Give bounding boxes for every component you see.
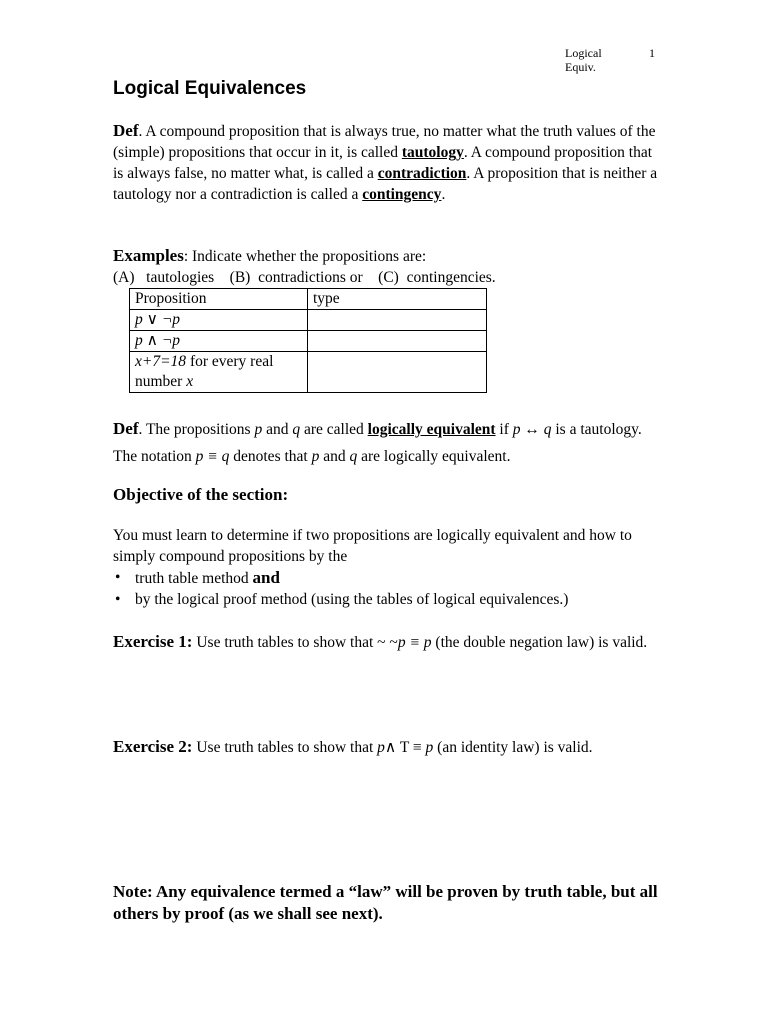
term-tautology: tautology [401,144,464,161]
table-header-type: type [308,289,487,310]
def1-text-3: . A proposition that is neither a tautology nor a contradiction is called a [113,165,658,203]
def1-text-4: . [441,186,446,203]
running-header [565,46,602,74]
running-title-line-1: Logical [565,46,602,60]
def2-text-1: . The propositions [138,421,255,438]
table-header-row [130,289,487,310]
exercise-1-text-2: (the double negation law) is valid. [431,634,648,651]
table-row [130,352,487,393]
def2-label: Def [113,419,139,438]
exercise-2-text-2: (an identity law) is valid. [433,739,593,756]
def2-text-3: are called [300,421,368,438]
objective-intro: You must learn to determine if two propositions are logically equivalent and how to simply compound propositions by the [113,527,632,565]
def2-text-2: and [262,421,293,438]
term-logically-equivalent: logically equivalent [367,421,496,438]
definition-paragraph-1 [113,120,658,205]
running-title-line-2: Equiv. [565,60,596,74]
bullet-icon: • [115,591,121,608]
var-q: q [292,421,301,438]
objective-list [113,567,663,610]
examples-line-2: (A) tautologies (B) contradictions or (C) contingencies. [113,269,496,286]
term-contradiction: contradiction [377,165,467,182]
exercise-2 [113,736,673,758]
list-item [113,589,663,610]
table-cell-proposition: p ∧ ¬p [130,331,308,352]
exercise-1 [113,631,658,653]
examples-block [113,245,658,288]
table-cell-type [308,331,487,352]
examples-label: Examples [113,246,184,265]
def1-text-2: . A compound proposition that is always false, no matter what, is called a [113,144,653,182]
exercise-1-expression: p ≡ p [397,634,432,651]
biconditional-expression: p ↔ q [512,421,552,438]
table-cell-proposition: p ∨ ¬p [130,310,308,331]
exercise-2-operator: ∧ T ≡ [384,739,426,756]
def2-text-8: are logically equivalent. [357,448,511,465]
bullet-2-text: by the logical proof method (using the tables of logical equivalences.) [135,591,569,608]
table-cell-type [308,310,487,331]
objective-heading: Objective of the section: [113,485,289,504]
var-q: q [349,448,358,465]
proposition-table [129,288,487,393]
bullet-1-text: truth table method [135,570,253,587]
var-p: p [311,448,320,465]
exercise-2-label: Exercise 2: [113,737,193,756]
page-title: Logical Equivalences [113,78,307,99]
page-number: 1 [649,46,655,60]
def2-text-6: denotes that [229,448,312,465]
bullet-1-and: and [252,568,280,587]
table-row [130,331,487,352]
objective-block [113,525,663,610]
qualifier-text: for every real number [135,353,274,390]
table-header-proposition: Proposition [130,289,308,310]
variable-x: x [186,373,194,390]
table-row [130,310,487,331]
def2-text-4: if [495,421,513,438]
exercise-1-text-1: Use truth tables to show that ~ ~ [192,634,398,651]
table-cell-proposition [130,352,308,393]
table-cell-type [308,352,487,393]
def2-text-5: is a tautology. The notation [113,421,642,465]
def1-text-1: . A compound proposition that is always true, no matter what the truth values of the (simple) propositions that occur in it, is called [113,123,656,161]
equation-text: x+7=18 [135,353,187,370]
def-label: Def [113,121,139,140]
term-contingency: contingency [362,186,442,203]
var-p: p [254,421,263,438]
exercise-1-label: Exercise 1: [113,632,193,651]
exercise-2-text-1: Use truth tables to show that [192,739,378,756]
def2-text-7: and [319,448,350,465]
equivalence-notation: p ≡ q [195,448,230,465]
exercise-2-var-p: p [377,739,385,756]
note-paragraph: Note: Any equivalence termed a “law” will be proven by truth table, but all others by proof (as we shall see next). [113,882,658,923]
bullet-icon: • [115,569,121,586]
exercise-2-var-p-2: p [425,739,434,756]
list-item [113,567,663,589]
definition-paragraph-2 [113,415,658,470]
examples-line-1: : Indicate whether the propositions are: [183,248,427,265]
